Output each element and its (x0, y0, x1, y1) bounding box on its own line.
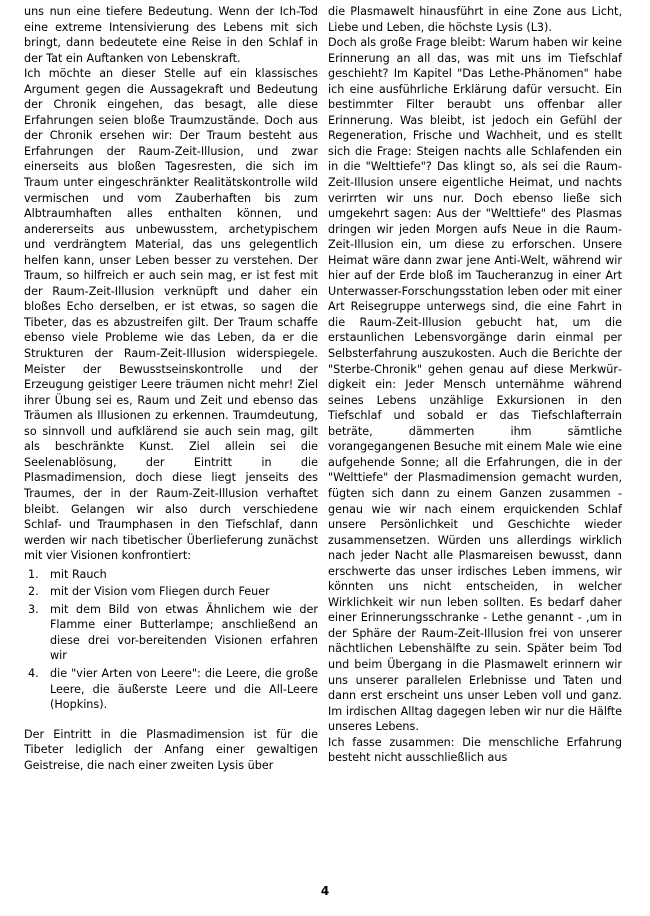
list-item-number: 4. (28, 666, 39, 680)
list-item (24, 666, 318, 713)
paragraph-erinnerung: Doch als große Frage bleibt: Warum haben wir keine Erinnerung an all das, was mit uns im Tiefschlaf geschieht? Im Kapitel "Das Lethe-Phänomen" habe ich eine ausführliche Erklärung dafür versucht. Ein bestimmter Filter beraubt uns offenbar aller Erinnerung. Was bleibt, ist jedoch ein Gefühl der Regeneration, Frische und Wachheit, und es stellt sich die Frage: Steigen nachts alle Schlafenden ein in die "Welttiefe"? Das klingt so, als sei die Raum-Zeit-Illusion unsere eigentliche Heimat, und nachts verirrten wir uns nur. Doch ebenso ließe sich umgekehrt sagen: Aus der "Welttiefe" des Plasmas dringen wir jeden Morgen aufs Neue in die Raum-Zeit-Illusion ein, um diese zu erforschen. Unsere Heimat wäre dann zwar jene Anti-Welt, während wir hier auf der Erde bloß im Taucheranzug in einer Art Unterwasser-Forschungsstation leben oder mit einer Art Reisegruppe unterwegs sind, die eine Fahrt in die Raum-Zeit-Illusion gebucht hat, um die erstaunlichen Lebensvorgänge darin einmal per Selbsterfahrung auszukosten. Auch die Berichte der "Sterbe-Chronik" gehen genau auf diese Merkwürdigkeit ein: Jeder Mensch unternähme während seines Lebens unzählige Exkursionen in den Tiefschlaf und sobald er das Tiefschlafterrain beträte, dämmerten ihm sämtliche vorangegangenen Besuche mit einem Male wie eine aufgehende Sonne; all die Erfahrungen, die in der "Welttiefe" der Plasmadimension gemacht wurden, fügten sich dann zu einem Ganzen zusammen - genau wie wir nach einem erquickenden Schlaf unsere Persönlichkeit und Geschichte wieder zusammensetzen. Würden uns allerdings wirklich nach jeder Nacht alle Plasmareisen bewusst, dann erschwerte das unser irdisches Leben immens, wir könnten uns nicht entscheiden, in welcher Wirklichkeit wir nun leben sollten. Es bedarf daher einer Erinnerungsschranke - Lethe genannt - ,um in der Sphäre der Raum-Zeit-Illusion frei von unserer nächtlichen Lebenshälfte zu sein. Später beim Tod und beim Übergang in die Plasmawelt erinnern wir uns unserer parallelen Erlebnisse und Taten und dann erst erscheint uns unser Leben voll und ganz. Im irdischen Alltag dagegen leben wir nur die Hälfte unseres Lebens. (328, 36, 622, 734)
paragraph-traum-argument: Ich möchte an dieser Stelle auf ein klassisches Argument gegen die Aussagekraft und Bedeutung der Chronik eingehen, das besagt, alle diese Erfahrungen seien bloße Traumzustände. Doch aus der Chronik ersehen wir: Der Traum besteht aus Erfahrungen der Raum-Zeit-Illusion, und zwar einerseits aus bloßen Tagesresten, die sich im Traum unter eingeschränkter Realitätskontrolle wild vermischen und vom Zauberhaften bis zum Albtraumhaften alles enthalten können, und andererseits aus unbewusstem, archetypischem und verdrängtem Material, das uns gelegentlich helfen kann, unser Leben besser zu verstehen. Der Traum, so hilfreich er auch sein mag, er ist fest mit der Raum-Zeit-Illusion verknüpft und daher ein bloßes Echo derselben, er ist etwas, so sagen die Tibeter, das es abzustreifen gilt. Der Traum schaffe ebenso viele Probleme wie das Leben, da er die Strukturen der Raum-Zeit-Illusion widerspiegele. Meister der Bewusstseinskontrolle und der Erzeugung geistiger Leere träumen nicht mehr! Ziel ihrer Übung sei es, Raum und Zeit und ebenso das Träumen als Illusionen zu erkennen. Traumdeutung, so sinnvoll und aufklärend sie auch sein mag, gilt als beschränkte Kunst. Ziel allein sei die Seelenablösung, der Eintritt in die Plasmadimension, doch diese liegt jenseits des Traumes, der in der Raum-Zeit-Illusion verhaftet bleibt. Gelangen wir also durch verschiedene Schlaf- und Traumphasen in den Tiefschlaf, dann werden wir nach tibetischer Überlieferung zunächst mit vier Visionen konfrontiert: (24, 67, 318, 563)
list-item (24, 602, 318, 664)
list-item-text: mit Rauch (50, 567, 107, 581)
page-number: 4 (320, 884, 330, 898)
paragraph-plasmawelt: die Plasmawelt hinausführt in eine Zone aus Licht, Liebe und Leben, die höchste Lysis (L3). (328, 5, 622, 34)
list-item-number: 2. (28, 585, 39, 599)
right-column (328, 4, 622, 766)
paragraph-ich-tod: uns nun eine tiefere Bedeutung. Wenn der Ich-Tod eine extreme Intensivierung des Lebens mit sich bringt, dann bedeutete eine Reise in den Schlaf in der Tat ein Auftanken von Lebenskraft. (24, 5, 318, 65)
paragraph-plasmadimension: Der Eintritt in die Plasmadimension ist für die Tibeter lediglich der Anfang einer gewaltigen Geistreise, die nach einer zweiten Lysis über (24, 727, 318, 772)
list-item-number: 1. (28, 567, 39, 581)
list-item-number: 3. (28, 602, 39, 616)
paragraph-zusammenfassung: Ich fasse zusammen: Die menschliche Erfahrung besteht nicht ausschließlich aus (328, 735, 622, 765)
list-item (24, 567, 318, 583)
list-item (24, 584, 318, 600)
list-item-text: mit der Vision vom Fliegen durch Feuer (50, 585, 270, 599)
list-item-text: die "vier Arten von Leere": die Leere, die große Leere, die äußerste Leere und die All-Leere (Hopkins). (50, 666, 318, 712)
left-column (24, 4, 318, 773)
list-item-text: mit dem Bild von etwas Ähnlichem wie der Flamme einer Butterlampe; anschließend an diese drei vor-bereitenden Visionen erfahren wir (50, 602, 318, 663)
visions-list (24, 567, 318, 713)
